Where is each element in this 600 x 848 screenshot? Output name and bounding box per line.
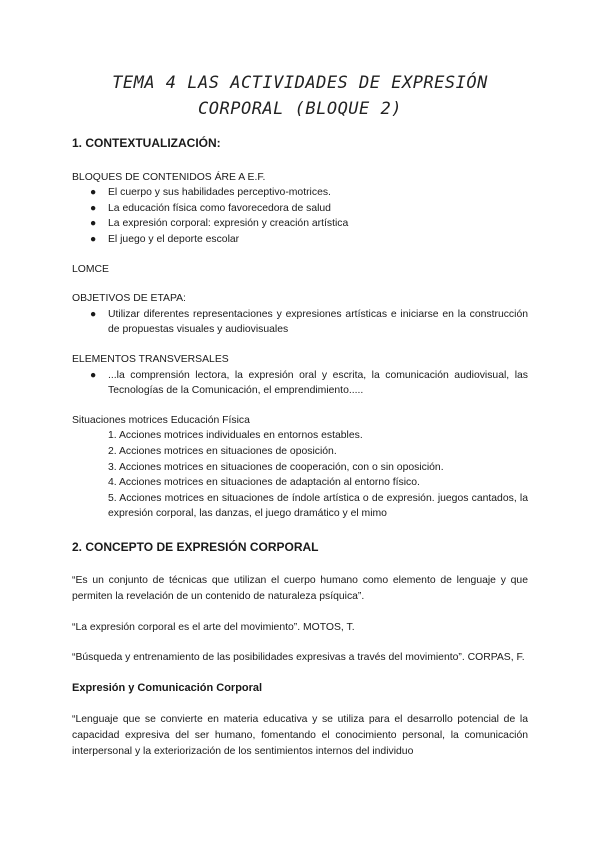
bullet-icon: ● [90, 369, 97, 381]
list-item: ● El juego y el deporte escolar [108, 232, 528, 248]
list-item: 3. Acciones motrices en situaciones de cooperación, con o sin oposición. [108, 461, 444, 473]
bloques-list [72, 185, 528, 247]
quote-4: “Lenguaje que se convierte en materia educativa y se utiliza para el desarrollo potencial de la capacidad expresiva del ser humano, fomentando el conocimiento personal, la comunicación interpersonal y la exteriorización de los sentimientos internos del individuo [72, 714, 528, 757]
situaciones-list [72, 428, 528, 522]
lomce-block [72, 262, 528, 278]
bullet-icon: ● [90, 233, 97, 245]
quote-3: “Búsqueda y entrenamiento de las posibilidades expresivas a través del movimiento”. CORPAS, F. [72, 652, 525, 664]
quote-2: “La expresión corporal es el arte del movimiento”. MOTOS, T. [72, 621, 355, 633]
bullet-icon: ● [90, 202, 97, 214]
objetivos-heading: OBJETIVOS DE ETAPA: [72, 293, 186, 305]
bloques-block [72, 170, 528, 248]
transversales-list [72, 368, 528, 399]
list-item: ● La educación física como favorecedora de salud [108, 201, 528, 217]
objetivos-block [72, 291, 528, 338]
quote-1: “Es un conjunto de técnicas que utilizan el cuerpo humano como elemento de lenguaje y que permiten la revelación de un contenido de naturaleza psíquica”. [72, 575, 528, 603]
bloques-heading: BLOQUES DE CONTENIDOS ÁRE A E.F. [72, 171, 266, 183]
subheading-expresion-comunicacion: Expresión y Comunicación Corporal [72, 681, 263, 694]
list-item: 5. Acciones motrices en situaciones de índole artística o de expresión. juegos cantados, la expresión corporal, las danzas, el juego dramático y el mimo [108, 492, 528, 520]
objetivos-list [72, 307, 528, 338]
list-item: ● El cuerpo y sus habilidades perceptivo-motrices. [108, 185, 528, 201]
document-body [72, 136, 528, 759]
list-item: 2. Acciones motrices en situaciones de oposición. [108, 445, 337, 457]
transversales-heading: ELEMENTOS TRANSVERSALES [72, 353, 229, 365]
lomce-label: LOMCE [72, 263, 109, 275]
situaciones-heading: Situaciones motrices Educación Física [72, 414, 250, 426]
title-line-1: TEMA 4 LAS ACTIVIDADES DE EXPRESIÓN [112, 73, 488, 93]
section-1-heading: 1. CONTEXTUALIZACIÓN: [72, 136, 221, 150]
transversales-block [72, 352, 528, 399]
document-title [60, 70, 540, 122]
list-item: 4. Acciones motrices en situaciones de adaptación al entorno físico. [108, 477, 420, 489]
list-item: ● ...la comprensión lectora, la expresión oral y escrita, la comunicación audiovisual, las Tecnologías de la Comunicación, el emprendimiento..... [90, 369, 528, 397]
list-item: ● Utilizar diferentes representaciones y expresiones artísticas e iniciarse en la construcción de propuestas visuales y audiovisuales [90, 308, 528, 336]
situaciones-block [72, 413, 528, 522]
title-line-2: CORPORAL (BLOQUE 2) [198, 99, 402, 119]
list-item: 1. Acciones motrices individuales en entornos estables. [108, 430, 363, 442]
list-item: ● La expresión corporal: expresión y creación artística [108, 216, 528, 232]
bullet-icon: ● [90, 308, 97, 320]
bullet-icon: ● [90, 187, 97, 199]
bullet-icon: ● [90, 218, 97, 230]
section-2-heading: 2. CONCEPTO DE EXPRESIÓN CORPORAL [72, 539, 319, 554]
